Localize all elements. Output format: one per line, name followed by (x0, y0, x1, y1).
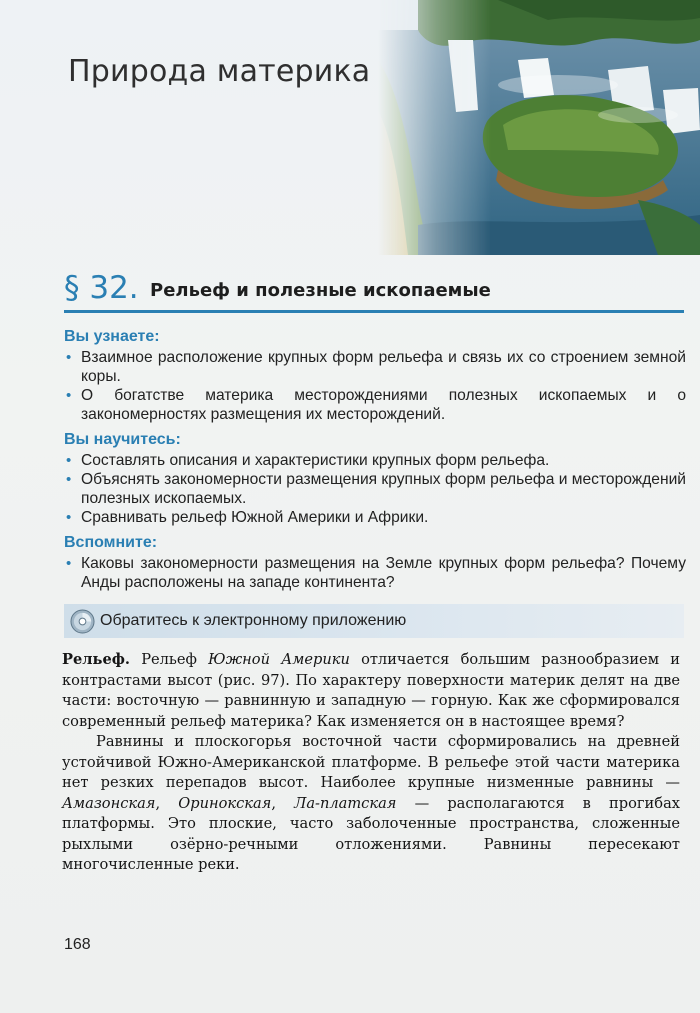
term-orinoco: Оринокская (178, 794, 272, 812)
list-item: • Объяснять закономерности размещения крупных форм рельефа и месторождений полезных ископаемых. (66, 471, 687, 507)
section-header (64, 268, 684, 314)
list-item: • Составлять описания и характеристики крупных форм рельефа. (66, 452, 550, 469)
goals-skills-list (64, 451, 686, 527)
waterfall-illustration (378, 0, 700, 255)
page-number: 168 (64, 936, 91, 953)
term-la-plata: Ла-платская (294, 794, 397, 812)
bullet-icon: • (66, 452, 72, 469)
electronic-app-link[interactable] (64, 604, 684, 638)
bullet-icon: • (66, 471, 72, 488)
section-divider (64, 310, 684, 313)
disc-icon (70, 609, 95, 634)
list-item: • Каковы закономерности размещения на Земле крупных форм рельефа? Почему Анды расположены на западе континента? (66, 555, 686, 591)
goals-skills-heading: Вы научитесь: (64, 431, 181, 448)
paragraph-plains: Равнины и плоскогорья восточной части сформировались на древней устойчивой Южно-Американской платформе. В рельефе этой части материка нет резких перепадов высот. Наиболее крупные низменные равнины — Амазонская, Оринокская, Ла-платская — располагаются в прогибах платформы. Это плоские, часто заболоченные пространства, сложенные рыхлыми озёрно-речными отложениями. Равнины пересекают многочисленные реки. (62, 733, 680, 873)
paragraph-lead: Рельеф. (62, 651, 130, 668)
chapter-title: Природа материка (68, 54, 371, 89)
bullet-icon: • (66, 509, 72, 526)
list-item: • Взаимное расположение крупных форм рельефа и связь их со строением земной коры. (66, 349, 686, 385)
goals-recall-list (64, 554, 686, 592)
waterfall-photo (378, 0, 700, 255)
term-south-america: Южной Америки (208, 651, 350, 668)
bullet-icon: • (66, 387, 72, 404)
main-text (62, 650, 680, 876)
goals-recall-heading: Вспомните: (64, 534, 158, 551)
learning-goals (64, 327, 686, 598)
list-item: • Сравнивать рельеф Южной Америки и Африки. (66, 509, 429, 526)
list-item: • О богатстве материка месторождениями полезных ископаемых и о закономерностях размещения их месторождений. (66, 387, 686, 423)
electronic-app-label: Обратитесь к электронному приложению (100, 612, 407, 629)
bullet-icon: • (66, 349, 72, 366)
term-amazon: Амазонская (62, 794, 156, 812)
section-number: § 32. (64, 270, 139, 306)
goals-learn-heading: Вы узнаете: (64, 328, 160, 345)
section-title: Рельеф и полезные ископаемые (150, 280, 491, 301)
paragraph-relief-intro: Рельеф. Рельеф Южной Америки отличается большим разнообразием и контрастами высот (рис. 97). По характеру поверхности материк делят на две части: восточную — равнинную и западную — горную. Как же сформировался современный рельеф материка? Как изменяется он в настоящее время? (62, 651, 680, 730)
bullet-icon: • (66, 555, 72, 572)
goals-learn-list (64, 348, 686, 424)
